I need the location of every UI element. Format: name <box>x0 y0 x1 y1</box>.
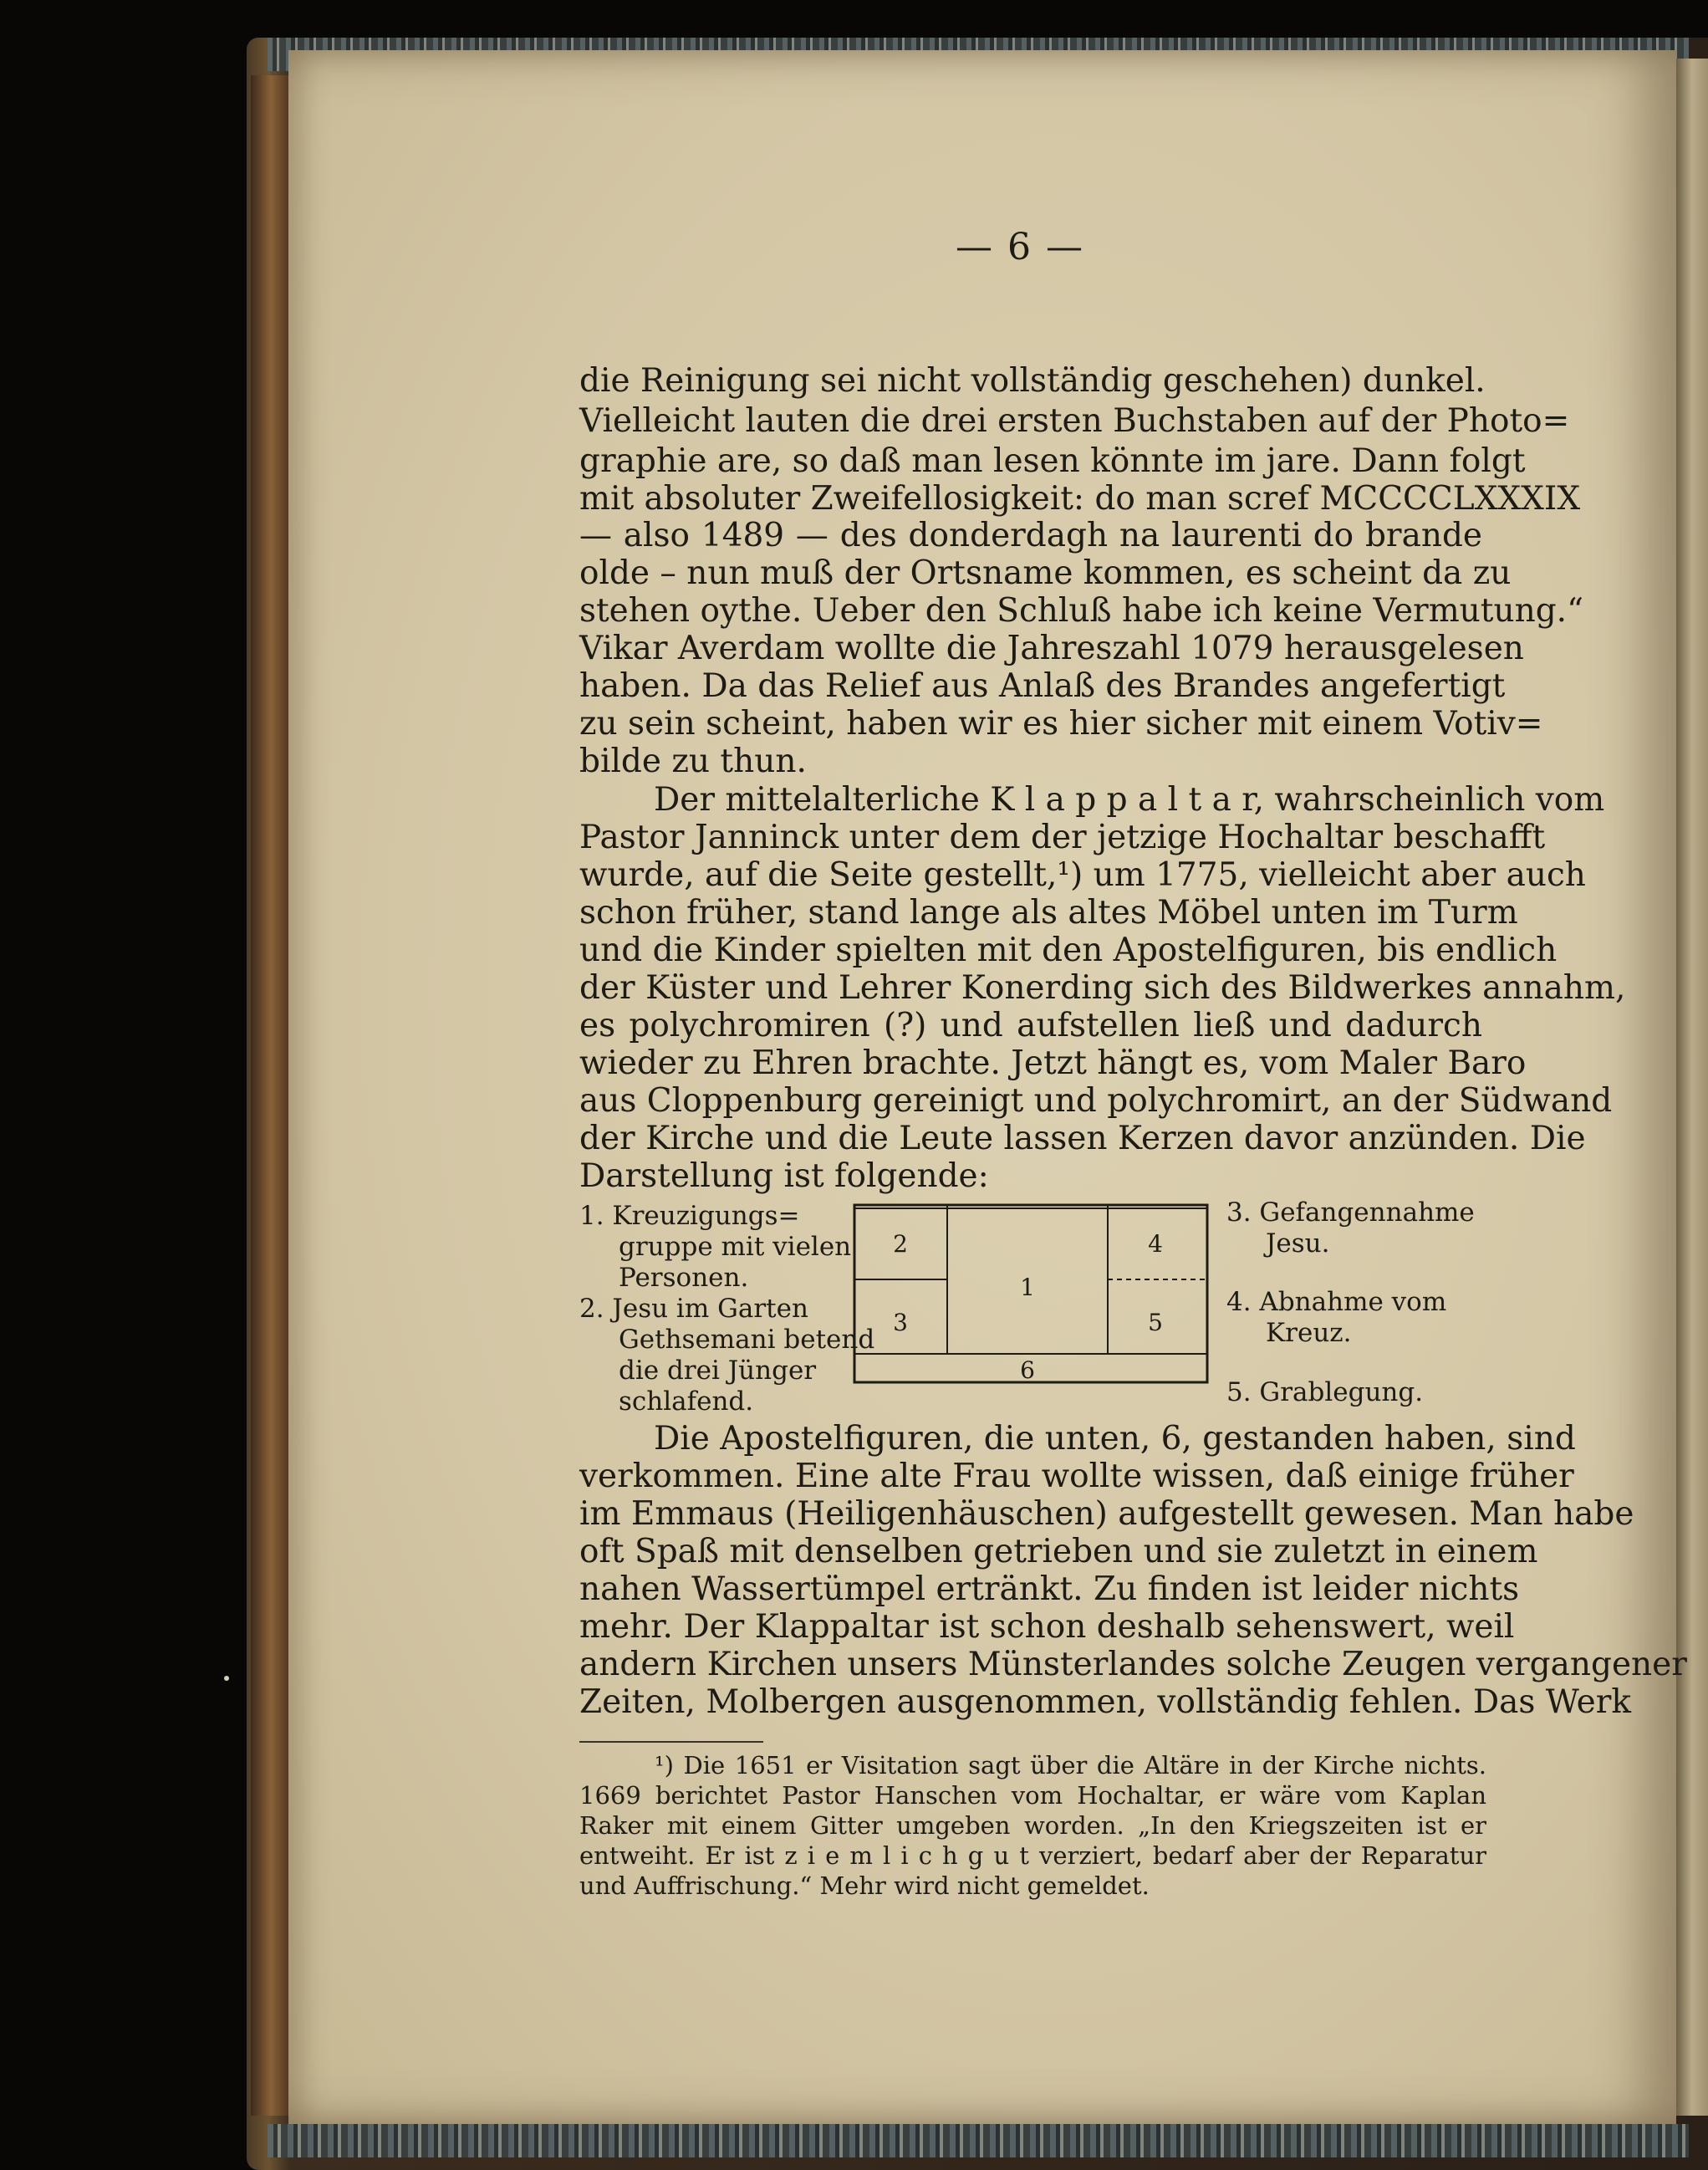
body-line: stehen oythe. Ueber den Schluß habe ich keine Vermutung.“ <box>579 592 1584 630</box>
body-line: Der mittelalterliche K l a p p a l t a r, wahrscheinlich vom <box>654 781 1605 819</box>
panel-label-6: 6 <box>1020 1356 1035 1384</box>
body-line: wurde, auf die Seite gestellt,¹) um 1775, vielleicht aber auch <box>579 856 1586 894</box>
body-line: Die Apostelfiguren, die unten, 6, gestanden haben, sind <box>654 1420 1576 1458</box>
page-number: — 6 — <box>956 226 1084 268</box>
legend-item-1: 1. Kreuzigungs= gruppe mit vielen Personen. <box>579 1201 852 1293</box>
panel-label-3: 3 <box>893 1309 908 1336</box>
body-line: zu sein scheint, haben wir es hier sicher mit einem Votiv= <box>579 705 1543 743</box>
body-line: Vielleicht lauten die drei ersten Buchstaben auf der Photo= <box>579 402 1570 440</box>
footnote-line: entweiht. Er ist z i e m l i c h g u t verziert, bedarf aber der Reparatur <box>579 1841 1486 1870</box>
body-line: bilde zu thun. <box>579 743 807 780</box>
footnote-line: und Auffrischung.“ Mehr wird nicht gemeldet. <box>579 1871 1150 1900</box>
legend-item-5: 5. Grablegung. <box>1226 1377 1424 1407</box>
body-line: verkommen. Eine alte Frau wollte wissen, daß einige früher <box>579 1458 1574 1495</box>
panel-label-2: 2 <box>893 1230 908 1258</box>
body-line: Pastor Janninck unter dem der jetzige Hochaltar beschafft <box>579 819 1546 856</box>
body-line: oft Spaß mit denselben getrieben und sie zuletzt in einem <box>579 1533 1538 1570</box>
panel-label-5: 5 <box>1148 1309 1163 1336</box>
body-line: Vikar Averdam wollte die Jahreszahl 1079 herausgelesen <box>579 630 1524 667</box>
legend-item-3: 3. Gefangennahme Jesu. <box>1226 1197 1475 1259</box>
body-line: aus Cloppenburg gereinigt und polychromirt, an der Südwand <box>579 1082 1613 1120</box>
body-line: schon früher, stand lange als altes Möbel unten im Turm <box>579 894 1518 932</box>
panel-label-4: 4 <box>1148 1230 1163 1258</box>
body-line: graphie are, so daß man lesen könnte im jare. Dann folgt <box>579 442 1526 480</box>
body-line: mehr. Der Klappaltar ist schon deshalb sehenswert, weil <box>579 1608 1515 1646</box>
body-line: wieder zu Ehren brachte. Jetzt hängt es, vom Maler Baro <box>579 1044 1527 1082</box>
body-line: die Reinigung sei nicht vollständig geschehen) dunkel. <box>579 362 1486 400</box>
body-line: und die Kinder spielten mit den Apostelfiguren, bis endlich <box>579 932 1558 969</box>
body-line: olde – nun muß der Ortsname kommen, es scheint da zu <box>579 554 1512 592</box>
body-line: es polychromiren (?) und aufstellen ließ und dadurch <box>579 1007 1482 1044</box>
body-line: Darstellung ist folgende: <box>579 1157 989 1195</box>
body-line: mit absoluter Zweifellosigkeit: do man scref MCCCCLXXXIX <box>579 480 1581 518</box>
legend-item-4: 4. Abnahme vom Kreuz. <box>1226 1287 1447 1348</box>
altar-diagram <box>853 1202 1211 1388</box>
legend-item-2: 2. Jesu im Garten Gethsemani betend die drei Jünger schlafend. <box>579 1294 875 1417</box>
body-line: im Emmaus (Heiligenhäuschen) aufgestellt gewesen. Man habe <box>579 1495 1634 1533</box>
panel-label-1: 1 <box>1020 1274 1035 1301</box>
footnote-rule <box>579 1741 763 1743</box>
body-line: der Kirche und die Leute lassen Kerzen davor anzünden. Die <box>579 1120 1586 1157</box>
footnote-line: Raker mit einem Gitter umgeben worden. „In den Kriegszeiten ist er <box>579 1811 1486 1840</box>
footnote-line: 1669 berichtet Pastor Hanschen vom Hochaltar, er wäre vom Kaplan <box>579 1781 1486 1810</box>
body-line: haben. Da das Relief aus Anlaß des Brandes angefertigt <box>579 667 1506 705</box>
body-line: Zeiten, Molbergen ausgenommen, vollständig fehlen. Das Werk <box>579 1683 1632 1721</box>
body-line: der Küster und Lehrer Konerding sich des Bildwerkes annahm, <box>579 969 1626 1007</box>
body-line: nahen Wassertümpel ertränkt. Zu finden ist leider nichts <box>579 1570 1520 1608</box>
footnote-line: ¹) Die 1651 er Visitation sagt über die Altäre in der Kirche nichts. <box>655 1751 1486 1779</box>
body-line: andern Kirchen unsers Münsterlandes solche Zeugen vergangener <box>579 1646 1687 1683</box>
body-line: — also 1489 — des donderdagh na laurenti do brande <box>579 517 1482 554</box>
